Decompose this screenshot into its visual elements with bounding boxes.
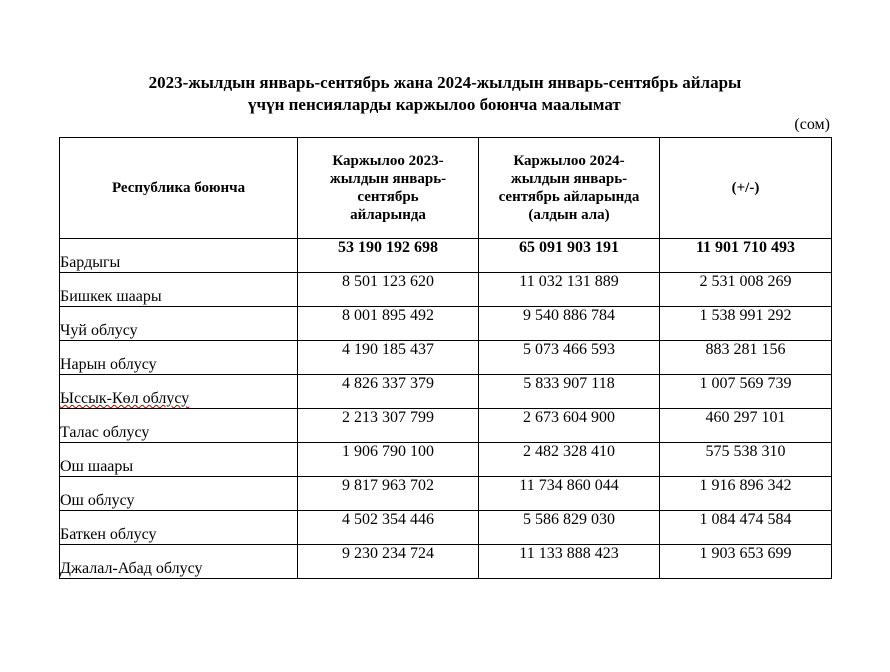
cell-2024: 9 540 886 784 — [479, 307, 660, 341]
header-region: Республика боюнча — [60, 138, 298, 239]
row-name: Нарын облусу — [60, 341, 298, 375]
cell-2023: 4 502 354 446 — [298, 511, 479, 545]
cell-2023: 9 230 234 724 — [298, 545, 479, 579]
row-name: Джалал-Абад облусу — [60, 545, 298, 579]
document-title — [60, 72, 830, 116]
cell-2023: 1 906 790 100 — [298, 443, 479, 477]
table-row — [60, 409, 832, 443]
cell-2023: 8 501 123 620 — [298, 273, 479, 307]
cell-diff: 1 916 896 342 — [660, 477, 832, 511]
cell-diff: 575 538 310 — [660, 443, 832, 477]
header-2023: Каржылоо 2023-жылдын январь-сентябрь айларында — [298, 138, 479, 239]
table-row — [60, 511, 832, 545]
cell-2024: 11 032 131 889 — [479, 273, 660, 307]
cell-2024: 2 482 328 410 — [479, 443, 660, 477]
cell-2024: 2 673 604 900 — [479, 409, 660, 443]
row-name — [60, 375, 298, 409]
cell-2023: 4 190 185 437 — [298, 341, 479, 375]
table-header-row — [60, 138, 832, 239]
row-name: Ош облусу — [60, 477, 298, 511]
cell-2024: 5 586 829 030 — [479, 511, 660, 545]
cell-2024: 5 073 466 593 — [479, 341, 660, 375]
header-diff: (+/-) — [660, 138, 832, 239]
cell-diff: 1 084 474 584 — [660, 511, 832, 545]
cell-2024: 11 133 888 423 — [479, 545, 660, 579]
row-name: Бишкек шаары — [60, 273, 298, 307]
table-row — [60, 273, 832, 307]
title-line-2: үчүн пенсияларды каржылоо боюнча маалымат — [248, 95, 621, 114]
table-row — [60, 307, 832, 341]
table-row — [60, 375, 832, 409]
pension-funding-table — [59, 137, 832, 579]
table-row-total — [60, 239, 832, 273]
table-row — [60, 443, 832, 477]
cell-diff: 1 007 569 739 — [660, 375, 832, 409]
cell-diff: 1 903 653 699 — [660, 545, 832, 579]
header-2024: Каржылоо 2024-жылдын январь-сентябрь айларында (алдын ала) — [479, 138, 660, 239]
cell-2023: 9 817 963 702 — [298, 477, 479, 511]
cell-2024: 65 091 903 191 — [479, 239, 660, 273]
cell-2023: 2 213 307 799 — [298, 409, 479, 443]
cell-diff: 460 297 101 — [660, 409, 832, 443]
cell-2024: 5 833 907 118 — [479, 375, 660, 409]
cell-2023: 8 001 895 492 — [298, 307, 479, 341]
cell-diff: 11 901 710 493 — [660, 239, 832, 273]
currency-unit: (сом) — [794, 116, 830, 133]
cell-diff: 2 531 008 269 — [660, 273, 832, 307]
table-row — [60, 477, 832, 511]
cell-diff: 1 538 991 292 — [660, 307, 832, 341]
table-row — [60, 545, 832, 579]
row-name: Ош шаары — [60, 443, 298, 477]
table-row — [60, 341, 832, 375]
cell-2024: 11 734 860 044 — [479, 477, 660, 511]
title-line-1: 2023-жылдын январь-сентябрь жана 2024-жылдын январь-сентябрь айлары — [148, 73, 742, 92]
cell-2023: 4 826 337 379 — [298, 375, 479, 409]
row-name: Баткен облусу — [60, 511, 298, 545]
row-name: Талас облусу — [60, 409, 298, 443]
row-name: Бардыгы — [60, 239, 298, 273]
spellcheck-underlined-text: Ыссык-Көл облусу — [60, 390, 190, 407]
cell-diff: 883 281 156 — [660, 341, 832, 375]
row-name: Чуй облусу — [60, 307, 298, 341]
cell-2023: 53 190 192 698 — [298, 239, 479, 273]
